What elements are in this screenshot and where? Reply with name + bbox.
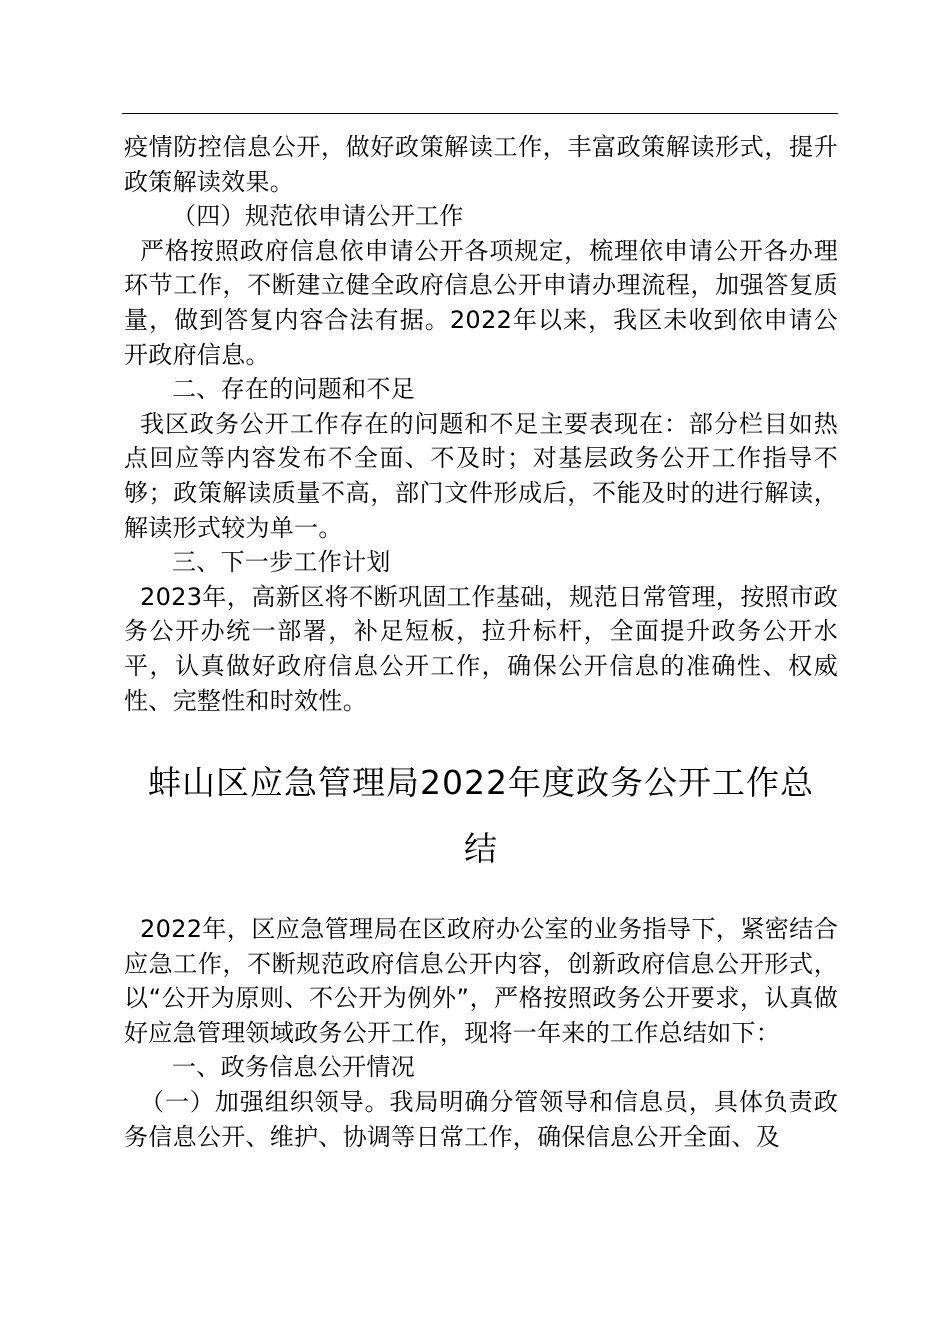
header-rule [122, 113, 838, 114]
heading-next-plan: 三、下一步工作计划 [172, 548, 391, 577]
heading-disclosure-status: 一、政务信息公开情况 [172, 1053, 415, 1082]
paragraph-apply-disclosure: 严格按照政府信息依申请公开各项规定，梳理依申请公开各办理环节工作，不断建立健全政府信息公开申请办理流程，加强答复质量，做到答复内容合法有据。2022年以来，我区未收到依申请公开政府信息。 [124, 236, 838, 369]
document-body [124, 130, 838, 1154]
heading-problems: 二、存在的问题和不足 [172, 375, 415, 404]
paragraph-next-plan: 2023年，高新区将不断巩固工作基础，规范日常管理，按照市政务公开办统一部署，补足短板，拉升标杆，全面提升政务公开水平，认真做好政府信息公开工作，确保公开信息的准确性、权威性、完整性和时效性。 [124, 582, 838, 715]
title-line-2: 结 [464, 829, 498, 869]
paragraph-policy-interpretation: 疫情防控信息公开，做好政策解读工作，丰富政策解读形式，提升政策解读效果。 [124, 133, 838, 196]
document-title [124, 750, 838, 882]
paragraph-organization: （一）加强组织领导。我局明确分管领导和信息员，具体负责政务信息公开、维护、协调等日常工作，确保信息公开全面、及 [124, 1088, 838, 1151]
paragraph-problems: 我区政务公开工作存在的问题和不足主要表现在：部分栏目如热点回应等内容发布不全面、不及时；对基层政务公开工作指导不够；政策解读质量不高，部门文件形成后，不能及时的进行解读，解读形式较为单一。 [124, 409, 838, 542]
title-line-1: 蚌山区应急管理局2022年度政务公开工作总 [148, 763, 814, 803]
paragraph-intro: 2022年，区应急管理局在区政府办公室的业务指导下，紧密结合应急工作，不断规范政府信息公开内容，创新政府信息公开形式，以“公开为原则、不公开为例外”，严格按照政务公开要求，认真做好应急管理领域政务公开工作，现将一年来的工作总结如下： [124, 915, 838, 1047]
heading-apply-disclosure: （四）规范依申请公开工作 [172, 202, 464, 231]
